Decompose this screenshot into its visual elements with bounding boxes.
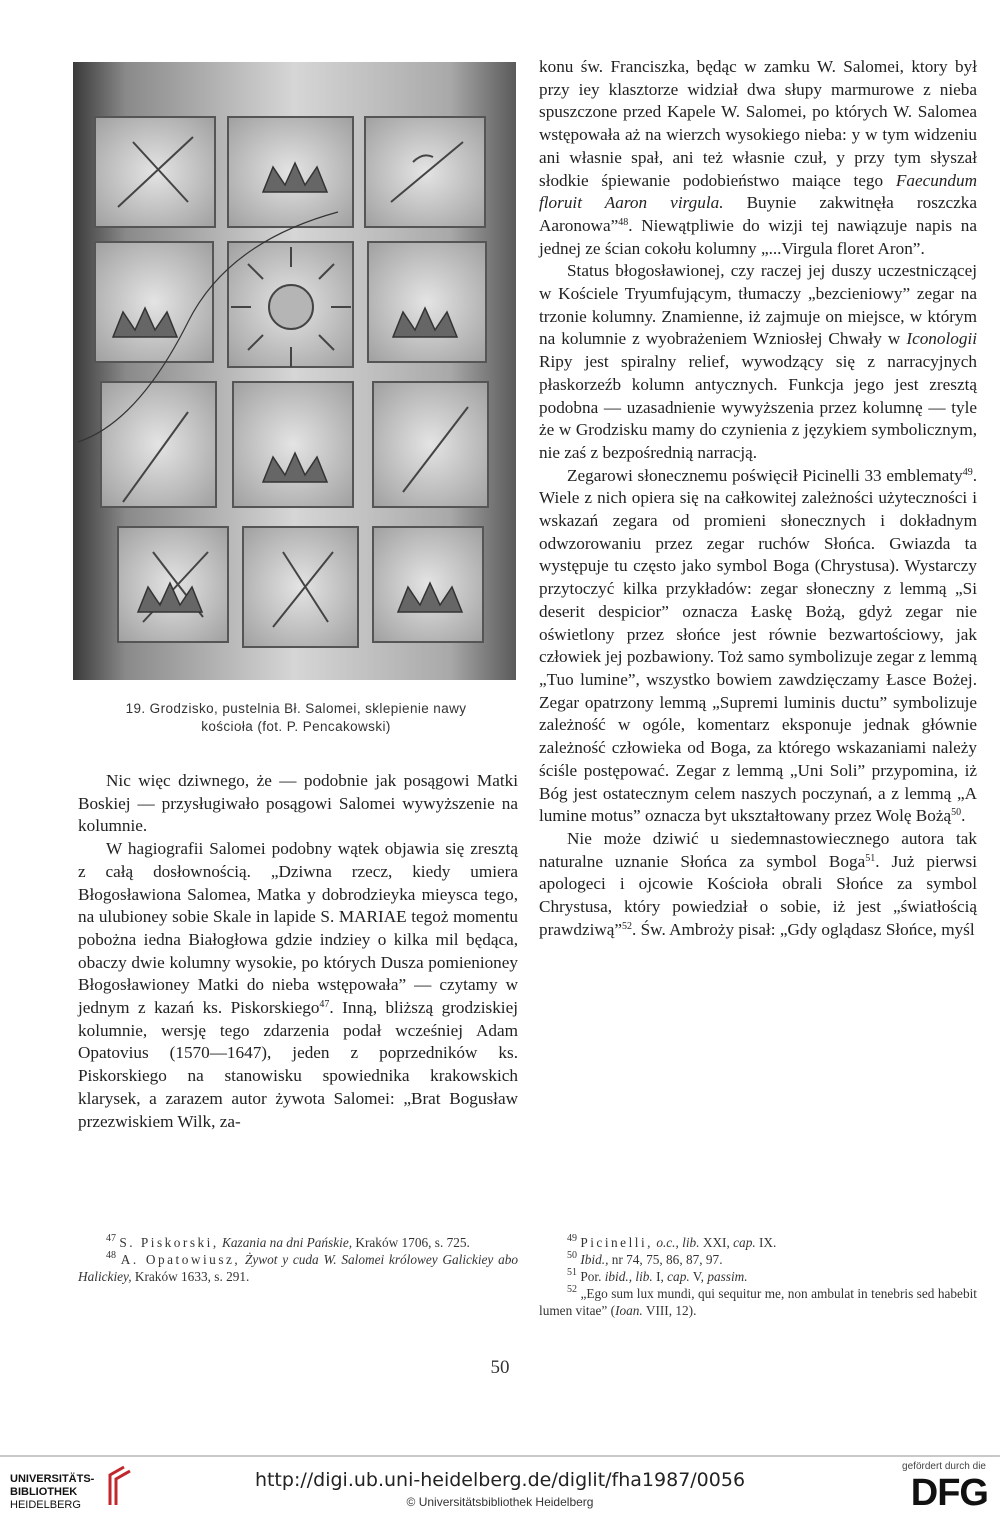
footnote-ref-49: 49 bbox=[962, 466, 973, 478]
left-paragraph-2 bbox=[78, 838, 518, 1133]
text-span: „Ego sum lux mundi, qui sequitur me, non ambulat in tenebris sed habebit lumen vitae” ( bbox=[539, 1286, 977, 1318]
footnote-number: 51 bbox=[567, 1267, 577, 1278]
text-span: W hagiografii Salomei podobny wątek objawia się zresztą z całą dosłownością. „Dziwna rzecz, kiedy umiera Błogosławiona Salomea, Matka y dobrodzieyka mieysca tego, na ulubioney sobie Skale in lapide S. MARIAE tegoż momentu pobożna iedna Białogłowa gdzie indziey o kilka mil będąca, obaczy dwie kolumny wysokie, po których Dusza pomienioney Błogosławioney Matki do nieba wstępowała” — czytamy w jednym z kazań ks. Piskorskiego bbox=[78, 839, 518, 1018]
text-span: Ripy jest spiralny relief, wywodzący się z narracyjnych płaskorzeźb kolumn antycznych. Funkcja jego jest zresztą podobna — uzasadnienie wywyższenia przez kolumnę — tyle że w Grodzisku mamy do czynienia z językiem symbolicznym, nie zaś z bezpośrednią narracją. bbox=[539, 352, 977, 462]
footnote-47 bbox=[78, 1234, 518, 1251]
footnote-rest: Kraków 1633, s. 291. bbox=[131, 1269, 250, 1284]
footnote-number: 49 bbox=[567, 1233, 577, 1244]
text-span: Buynie zakwitnęła roszczka Aaronowa” bbox=[539, 193, 977, 235]
footnote-52 bbox=[539, 1285, 977, 1319]
footnote-ref-50: 50 bbox=[951, 807, 962, 819]
italic-span: o.c., lib. bbox=[656, 1235, 700, 1250]
copyright-notice: © Universitätsbibliothek Heidelberg bbox=[406, 1495, 594, 1509]
italic-span: Ibid., bbox=[580, 1252, 609, 1267]
text-span: nr 74, 75, 86, 87, 97. bbox=[608, 1252, 723, 1267]
figure-caption bbox=[75, 700, 517, 736]
footer-divider bbox=[0, 1455, 1000, 1457]
footnotes-left bbox=[78, 1234, 518, 1285]
right-paragraph-4 bbox=[539, 828, 977, 942]
text-span: Zegarowi słonecznemu poświęcił Picinelli 33 emblematy bbox=[567, 465, 963, 485]
right-paragraph-1 bbox=[539, 56, 977, 260]
text-span: VIII, 12). bbox=[642, 1303, 697, 1318]
footnote-ref-52: 52 bbox=[622, 920, 633, 932]
footnote-50 bbox=[539, 1251, 977, 1268]
text-span: . Niewątpliwie do wizji tej nawiązuje napis na jednej ze ścian cokołu kolumny „...Virgula floret Aron”. bbox=[539, 215, 977, 258]
text-span: Nie może dziwić u siedemnastowiecznego autora tak naturalne uznanie Słońca za symbol Boga bbox=[539, 828, 977, 871]
library-city: HEIDELBERG bbox=[10, 1499, 81, 1511]
footnote-48 bbox=[78, 1251, 518, 1285]
left-column bbox=[78, 770, 518, 1133]
text-span: . Św. Ambroży pisał: „Gdy oglądasz Słońce, myśl bbox=[632, 919, 975, 939]
caption-line-2: kościoła (fot. P. Pencakowski) bbox=[201, 719, 391, 734]
text-span: IX. bbox=[755, 1235, 777, 1250]
text-span: . bbox=[961, 806, 966, 826]
text-span: . Wiele z nich opiera się na całkowitej zależności użyteczności i wskazań zegara od promieni słonecznych i dokładnym odwzorowaniu przez zegar ruchów Słońca. Gwiazda ta występuje tu często jako symbol Boga (Chrystusa). Wystarczy przytoczyć kilka przykładów: zegar słoneczny z lemmą „Si deserit despicior” oznacza Łaskę Bożą, gdyż zegar nie oświetlony przez słońce jest równie bezwartościowy, jak człowiek jej pozbawiony. Toż samo symbolizuje zegar z lemmą „Tuo lumine”, wszystko bowiem zawdzięczamy Łasce Bożej. Zegar opatrzony lemmą „Supremi luminis ductu” symbolizuje zależność w ogóle, komentarz eksponuje jednak głównie zależność człowieka od Boga, za którego wskazaniami należy ściśle postępować. Zegar z lemmą „Uni Soli” przypomina, iż Bóg jest ostatecznym celem naszych poczynań, a z lemmą „A lumine motus” oznacza byt ukształtowany przez Wolę Bożą bbox=[539, 465, 977, 826]
library-name-line: UNIVERSITÄTS- bbox=[10, 1473, 95, 1485]
italic-span: Faecundum floruit Aaron virgula. bbox=[539, 170, 977, 213]
page-url-link[interactable]: http://digi.ub.uni-heidelberg.de/diglit/fha1987/0056 bbox=[254, 1469, 746, 1491]
text-span: I, bbox=[652, 1269, 668, 1284]
italic-span: Iconologii bbox=[906, 329, 977, 349]
text-span: Por. bbox=[580, 1269, 605, 1284]
footnote-author: S. Piskorski, bbox=[119, 1235, 219, 1250]
footnote-author: Picinelli, bbox=[580, 1235, 653, 1250]
footnote-number: 47 bbox=[106, 1233, 116, 1244]
caption-line-1: 19. Grodzisko, pustelnia Bł. Salomei, sklepienie nawy bbox=[125, 701, 467, 716]
footnote-author: A. Opatowiusz, bbox=[120, 1252, 241, 1267]
text-span: V, bbox=[689, 1269, 708, 1284]
footnote-rest: Kraków 1706, s. 725. bbox=[352, 1235, 470, 1250]
right-column bbox=[539, 56, 977, 941]
page-number: 50 bbox=[490, 1357, 510, 1378]
italic-span: Ioan. bbox=[615, 1303, 643, 1318]
footnote-title: Żywot y cuda W. Salomei królowey Galickiey abo Halickiey, bbox=[78, 1252, 519, 1284]
text-span: Status błogosławionej, czy raczej jej duszy uczestniczącej w Kościele Tryumfującym, tłumaczy „bezcieniowy” zegar na trzonie kolumny. Znamienne, iż zajmuje on miejsce, w którym na kolumnie z wyobrażeniem Wzniosłej Chwały w bbox=[539, 261, 977, 349]
funding-label: gefördert durch die bbox=[902, 1461, 986, 1472]
dfg-logo[interactable]: DFG bbox=[910, 1472, 988, 1514]
footnotes-right bbox=[539, 1234, 977, 1319]
footnote-ref-47: 47 bbox=[319, 999, 330, 1011]
footnote-title: Kazania na dni Pańskie, bbox=[222, 1235, 353, 1250]
footnote-49 bbox=[539, 1234, 977, 1251]
right-paragraph-2 bbox=[539, 260, 977, 464]
text-span: . Inną, bliższą grodziskiej kolumnie, wersję tego zdarzenia podał wcześniej Adam Opatovius (1570—1647), jeden z poprzedników ks. Piskorskiego na stanowisku spowiednika krakowskich klarysek, a zarazem autor żywota Salomei: „Brat Bogusław przezwiskiem Wilk, za- bbox=[78, 998, 518, 1131]
italic-span: ibid., lib. bbox=[604, 1269, 653, 1284]
footer-bar bbox=[0, 1455, 1000, 1519]
footnote-ref-51: 51 bbox=[865, 852, 876, 864]
italic-span: cap. bbox=[667, 1269, 690, 1284]
footnote-number: 50 bbox=[567, 1250, 577, 1261]
left-paragraph-1: Nic więc dziwnego, że — podobnie jak posągowi Matki Boskiej — przysługiwało posągowi Salomei wywyższenie na kolumnie. bbox=[78, 771, 518, 836]
italic-span: cap. bbox=[733, 1235, 756, 1250]
footnote-51 bbox=[539, 1268, 977, 1285]
library-name-line: BIBLIOTHEK bbox=[10, 1486, 78, 1498]
footnote-number: 48 bbox=[106, 1250, 116, 1261]
italic-span: passim. bbox=[707, 1269, 748, 1284]
text-span: . Już pierwsi apologeci i ojcowie Kościoła obrali Słońce za symbol Chrystusa, który powiedział o sobie, iż jest „światłością prawdziwą” bbox=[539, 851, 977, 939]
text-span: konu św. Franciszka, będąc w zamku W. Salomei, ktory był przy iey klasztorze widział dwa słupy marmurowe z nieba spuszczone przed Kapele W. Salomei, po których W. Salomea wstępowała aż na wierzch wysokiego nieba: y w tym widzeniu ani własnie spał, ani też własnie czuł, y przy tym słyszał słodkie śpiewanie podobieństwo maiące tego bbox=[539, 57, 977, 190]
footnote-ref-48: 48 bbox=[618, 216, 629, 228]
vault-photograph bbox=[73, 62, 516, 680]
right-paragraph-3 bbox=[539, 465, 977, 828]
footnote-number: 52 bbox=[567, 1284, 577, 1295]
text-span: XXI, bbox=[699, 1235, 734, 1250]
